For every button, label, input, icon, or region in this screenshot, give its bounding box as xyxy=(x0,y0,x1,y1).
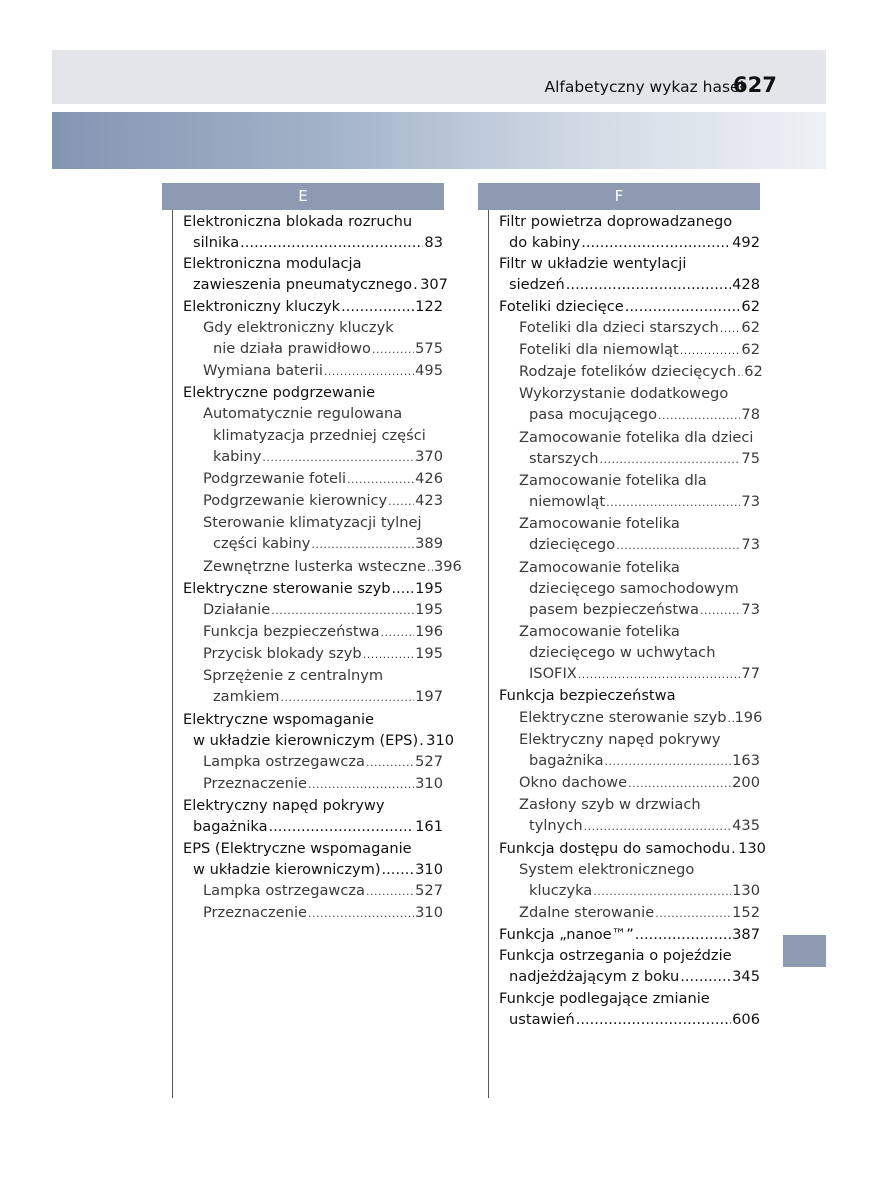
index-entry xyxy=(499,663,760,685)
entry-text: bagażnika xyxy=(193,818,268,836)
index-entry xyxy=(183,274,448,295)
index-entry xyxy=(499,966,760,987)
index-entry xyxy=(499,513,760,534)
index-entry xyxy=(183,599,443,621)
index-entry xyxy=(499,232,760,253)
dot-leader xyxy=(311,533,414,555)
index-entry xyxy=(499,621,760,642)
dot-leader xyxy=(240,232,423,253)
entry-text: Elektryczny napęd pokrywy xyxy=(519,730,721,748)
entry-text: Funkcja bezpieczeństwa xyxy=(499,687,676,705)
dot-leader xyxy=(616,534,740,556)
index-entry xyxy=(499,211,760,232)
index-entry xyxy=(499,274,760,295)
dot-leader xyxy=(625,296,741,317)
entry-text: Działanie xyxy=(203,600,271,618)
index-column-e xyxy=(183,211,462,924)
dot-leader xyxy=(605,750,732,772)
section-side-tab xyxy=(783,935,826,967)
index-entry xyxy=(499,988,760,1009)
entry-text: Elektryczne sterowanie szyb xyxy=(183,579,391,597)
entry-text: Zamocowanie fotelika dla dzieci xyxy=(519,428,754,446)
index-entry xyxy=(183,556,462,578)
index-entry xyxy=(499,707,763,729)
page-reference: 196 xyxy=(415,622,443,640)
dot-leader xyxy=(737,361,743,383)
page-reference: 73 xyxy=(741,493,760,511)
column-divider-f xyxy=(488,210,489,1098)
index-entry xyxy=(499,317,760,339)
entry-text: dziecięcego samochodowym xyxy=(529,579,739,597)
entry-text: Sterowanie klimatyzacji tylnej xyxy=(203,514,422,532)
entry-text: dziecięcego w uchwytach xyxy=(529,644,716,662)
entry-text: Filtr w układzie wentylacji xyxy=(499,255,687,273)
page-reference: 73 xyxy=(741,536,760,554)
dot-leader xyxy=(388,490,414,512)
entry-text: ISOFIX xyxy=(529,665,577,683)
index-entry xyxy=(499,534,760,556)
entry-text: Przeznaczenie xyxy=(203,904,307,921)
entry-text: Foteliki dla niemowląt xyxy=(519,340,679,358)
index-entry xyxy=(499,838,766,859)
page-reference: 423 xyxy=(415,492,443,510)
page-reference: 75 xyxy=(741,449,760,467)
index-entry xyxy=(499,685,760,706)
page-reference: 396 xyxy=(433,557,462,575)
page-reference: 196 xyxy=(734,708,763,726)
page-reference: 62 xyxy=(741,340,760,358)
page-reference: 163 xyxy=(732,751,760,769)
page-reference: 492 xyxy=(732,234,760,252)
entry-text: Rodzaje fotelików dziecięcych xyxy=(519,363,737,381)
index-entry xyxy=(499,772,760,794)
index-entry xyxy=(183,446,443,468)
page-reference: 389 xyxy=(415,535,443,553)
index-entry xyxy=(499,859,760,880)
page-reference: 428 xyxy=(732,276,760,294)
dot-leader xyxy=(700,599,740,621)
index-entry xyxy=(499,924,760,945)
entry-text: Elektroniczna blokada rozruchu xyxy=(183,213,413,230)
entry-text: Sprzężenie z centralnym xyxy=(203,667,384,685)
page-reference: 62 xyxy=(741,297,760,315)
page-reference: 606 xyxy=(732,1010,760,1028)
index-entry xyxy=(499,361,763,383)
dot-leader xyxy=(281,686,415,708)
entry-text: części kabiny xyxy=(213,535,311,553)
index-entry xyxy=(183,773,443,795)
entry-text: Elektroniczny kluczyk xyxy=(183,297,341,315)
page-reference: 435 xyxy=(732,817,760,835)
entry-text: zawieszenia pneumatycznego xyxy=(193,276,413,294)
entry-text: siedzeń xyxy=(509,276,565,294)
index-entry xyxy=(499,750,760,772)
entry-text: Foteliki dla dzieci starszych xyxy=(519,318,719,336)
dot-leader xyxy=(366,880,414,902)
dot-leader xyxy=(720,317,741,339)
page-reference: 200 xyxy=(732,774,760,792)
page-reference: 73 xyxy=(741,600,760,618)
index-entry xyxy=(183,751,443,773)
index-entry xyxy=(183,816,443,837)
page-reference: 197 xyxy=(415,688,443,706)
decorative-gradient-band xyxy=(52,112,826,169)
index-entry xyxy=(183,795,443,816)
entry-text: dziecięcego xyxy=(529,536,616,554)
index-entry xyxy=(183,317,443,338)
page-title: Alfabetyczny wykaz haseł xyxy=(544,78,744,96)
index-entry xyxy=(183,686,443,708)
entry-text: starszych xyxy=(529,449,599,467)
index-entry xyxy=(499,557,760,578)
dot-leader xyxy=(427,556,433,578)
entry-text: Elektryczne sterowanie szyb xyxy=(519,708,727,726)
index-entry xyxy=(183,709,443,730)
index-entry xyxy=(499,729,760,750)
dot-leader xyxy=(680,966,731,987)
column-header-f: F xyxy=(478,183,760,210)
page-reference: 195 xyxy=(415,645,443,663)
entry-text: Podgrzewanie foteli xyxy=(203,469,347,487)
index-entry xyxy=(183,880,443,902)
index-entry xyxy=(183,512,443,533)
dot-leader xyxy=(731,838,737,859)
dot-leader xyxy=(658,404,740,426)
page-reference: 310 xyxy=(426,731,455,749)
index-entry xyxy=(183,730,455,751)
index-entry xyxy=(499,880,760,902)
entry-text: klimatyzacja przedniej części xyxy=(213,426,426,444)
entry-text: niemowląt xyxy=(529,493,606,511)
entry-text: Okno dachowe xyxy=(519,774,628,792)
index-entry xyxy=(499,794,760,815)
entry-text: Funkcje podlegające zmianie xyxy=(499,989,710,1007)
dot-leader xyxy=(363,643,414,665)
entry-text: Zdalne sterowanie xyxy=(519,904,655,921)
entry-text: Elektryczne podgrzewanie xyxy=(183,384,376,402)
dot-leader xyxy=(599,448,740,470)
index-entry xyxy=(499,470,760,491)
entry-text: Gdy elektroniczny kluczyk xyxy=(203,318,394,336)
page-reference: 495 xyxy=(415,362,443,380)
page-number: 627 xyxy=(733,73,777,97)
entry-text: Funkcja bezpieczeństwa xyxy=(203,622,380,640)
entry-text: Filtr powietrza doprowadzanego xyxy=(499,213,733,230)
entry-text: Przycisk blokady szyb xyxy=(203,645,362,663)
entry-text: Wymiana baterii xyxy=(203,362,323,380)
index-entry xyxy=(499,902,760,924)
index-entry xyxy=(499,253,760,274)
entry-text: Elektryczne wspomaganie xyxy=(183,710,374,728)
column-header-e: E xyxy=(162,183,444,210)
index-entry xyxy=(499,491,760,513)
dot-leader xyxy=(366,751,414,773)
dot-leader xyxy=(593,880,731,902)
dot-leader xyxy=(347,468,414,490)
column-divider-e xyxy=(172,210,173,1098)
entry-text: Funkcja „nanoe™” xyxy=(499,926,634,944)
page-reference: 575 xyxy=(415,339,443,357)
entry-text: kluczyka xyxy=(529,881,593,899)
index-entry xyxy=(499,383,760,404)
entry-text: Funkcja ostrzegania o pojeździe xyxy=(499,947,732,965)
page-reference: 77 xyxy=(741,665,760,683)
dot-leader xyxy=(628,772,731,794)
entry-text: silnika xyxy=(193,234,240,252)
index-entry xyxy=(499,642,760,663)
dot-leader xyxy=(269,816,415,837)
entry-text: kabiny xyxy=(213,447,262,465)
index-column-f xyxy=(499,211,766,1030)
dot-leader xyxy=(655,902,731,924)
entry-text: do kabiny xyxy=(509,234,581,252)
page-reference: 62 xyxy=(741,318,760,336)
dot-leader xyxy=(576,1009,731,1030)
dot-leader xyxy=(324,360,414,382)
page-reference: 310 xyxy=(415,904,443,921)
entry-text: Zamocowanie fotelika xyxy=(519,558,680,576)
page-reference: 130 xyxy=(732,881,760,899)
index-entry xyxy=(499,945,760,966)
index-entry xyxy=(183,382,443,403)
index-entry xyxy=(183,468,443,490)
entry-text: Elektroniczna modulacja xyxy=(183,255,362,273)
entry-text: Przeznaczenie xyxy=(203,775,307,793)
index-entry xyxy=(183,533,443,555)
entry-text: Wykorzystanie dodatkowego xyxy=(519,385,729,403)
dot-leader xyxy=(413,274,419,295)
entry-text: Foteliki dziecięce xyxy=(499,297,624,315)
dot-leader xyxy=(566,274,731,295)
index-entry xyxy=(183,296,443,317)
dot-leader xyxy=(381,621,415,643)
page-reference: 122 xyxy=(415,297,443,315)
page-reference: 78 xyxy=(741,406,760,424)
page-reference: 370 xyxy=(415,447,443,465)
page-reference: 387 xyxy=(732,926,760,944)
entry-text: nadjeżdżającym z boku xyxy=(509,968,680,986)
index-entry xyxy=(183,232,443,253)
entry-text: nie działa prawidłowo xyxy=(213,339,371,357)
entry-text: w układzie kierowniczym (EPS) xyxy=(193,731,419,749)
index-entry xyxy=(499,296,760,317)
index-entry xyxy=(183,578,443,599)
index-entry xyxy=(183,621,443,643)
entry-text: Podgrzewanie kierownicy xyxy=(203,492,388,510)
entry-text: Elektryczny napęd pokrywy xyxy=(183,797,385,815)
page-reference: 310 xyxy=(415,860,443,878)
page-reference: 195 xyxy=(415,579,443,597)
entry-text: zamkiem xyxy=(213,688,280,706)
entry-text: bagażnika xyxy=(529,751,604,769)
index-entry xyxy=(183,902,443,924)
page-reference: 310 xyxy=(415,775,443,793)
index-entry xyxy=(183,665,443,686)
entry-text: Zasłony szyb w drzwiach xyxy=(519,796,701,814)
dot-leader xyxy=(419,730,425,751)
index-entry xyxy=(499,1009,760,1030)
entry-text: w układzie kierowniczym) xyxy=(193,860,381,878)
page-reference: 527 xyxy=(415,752,443,770)
entry-text: System elektronicznego xyxy=(519,860,695,878)
entry-text: Zamocowanie fotelika xyxy=(519,515,680,533)
dot-leader xyxy=(584,815,732,837)
entry-text: Funkcja dostępu do samochodu xyxy=(499,839,731,857)
index-entry xyxy=(499,815,760,837)
dot-leader xyxy=(308,773,414,795)
page-reference: 83 xyxy=(424,234,443,252)
index-entry xyxy=(183,859,443,880)
dot-leader xyxy=(680,339,741,361)
entry-text: Lampka ostrzegawcza xyxy=(203,881,365,899)
index-entry xyxy=(183,838,443,859)
entry-text: Zamocowanie fotelika xyxy=(519,622,680,640)
index-entry xyxy=(183,211,443,232)
dot-leader xyxy=(606,491,740,513)
page-reference: 527 xyxy=(415,881,443,899)
entry-text: Zamocowanie fotelika dla xyxy=(519,471,707,489)
index-entry xyxy=(499,599,760,621)
page-reference: 152 xyxy=(732,904,760,921)
dot-leader xyxy=(341,296,414,317)
dot-leader xyxy=(392,578,415,599)
dot-leader xyxy=(578,663,741,685)
index-entry xyxy=(183,360,443,382)
entry-text: Automatycznie regulowana xyxy=(203,405,403,423)
page-reference: 345 xyxy=(732,968,760,986)
page-reference: 161 xyxy=(415,818,443,836)
entry-text: pasem bezpieczeństwa xyxy=(529,600,699,618)
dot-leader xyxy=(581,232,731,253)
entry-text: pasa mocującego xyxy=(529,406,658,424)
index-entry xyxy=(183,643,443,665)
index-entry xyxy=(183,338,443,360)
index-entry xyxy=(499,339,760,361)
page-reference: 307 xyxy=(420,276,448,294)
index-entry xyxy=(499,427,760,448)
entry-text: Lampka ostrzegawcza xyxy=(203,752,365,770)
dot-leader xyxy=(308,902,414,924)
entry-text: EPS (Elektryczne wspomaganie xyxy=(183,839,412,857)
page-reference: 62 xyxy=(744,363,763,381)
dot-leader xyxy=(271,599,414,621)
index-entry xyxy=(499,578,760,599)
page-reference: 426 xyxy=(415,469,443,487)
index-entry xyxy=(499,448,760,470)
entry-text: tylnych xyxy=(529,817,583,835)
dot-leader xyxy=(372,338,414,360)
index-entry xyxy=(183,425,443,446)
entry-text: Zewnętrzne lusterka wsteczne xyxy=(203,557,426,575)
index-entry xyxy=(183,403,443,424)
index-entry xyxy=(499,404,760,426)
entry-text: ustawień xyxy=(509,1010,575,1028)
index-entry xyxy=(183,490,443,512)
dot-leader xyxy=(262,446,414,468)
page-reference: 130 xyxy=(738,839,766,857)
page-reference: 195 xyxy=(415,600,443,618)
dot-leader xyxy=(635,924,731,945)
dot-leader xyxy=(728,707,734,729)
dot-leader xyxy=(382,859,415,880)
index-entry xyxy=(183,253,443,274)
